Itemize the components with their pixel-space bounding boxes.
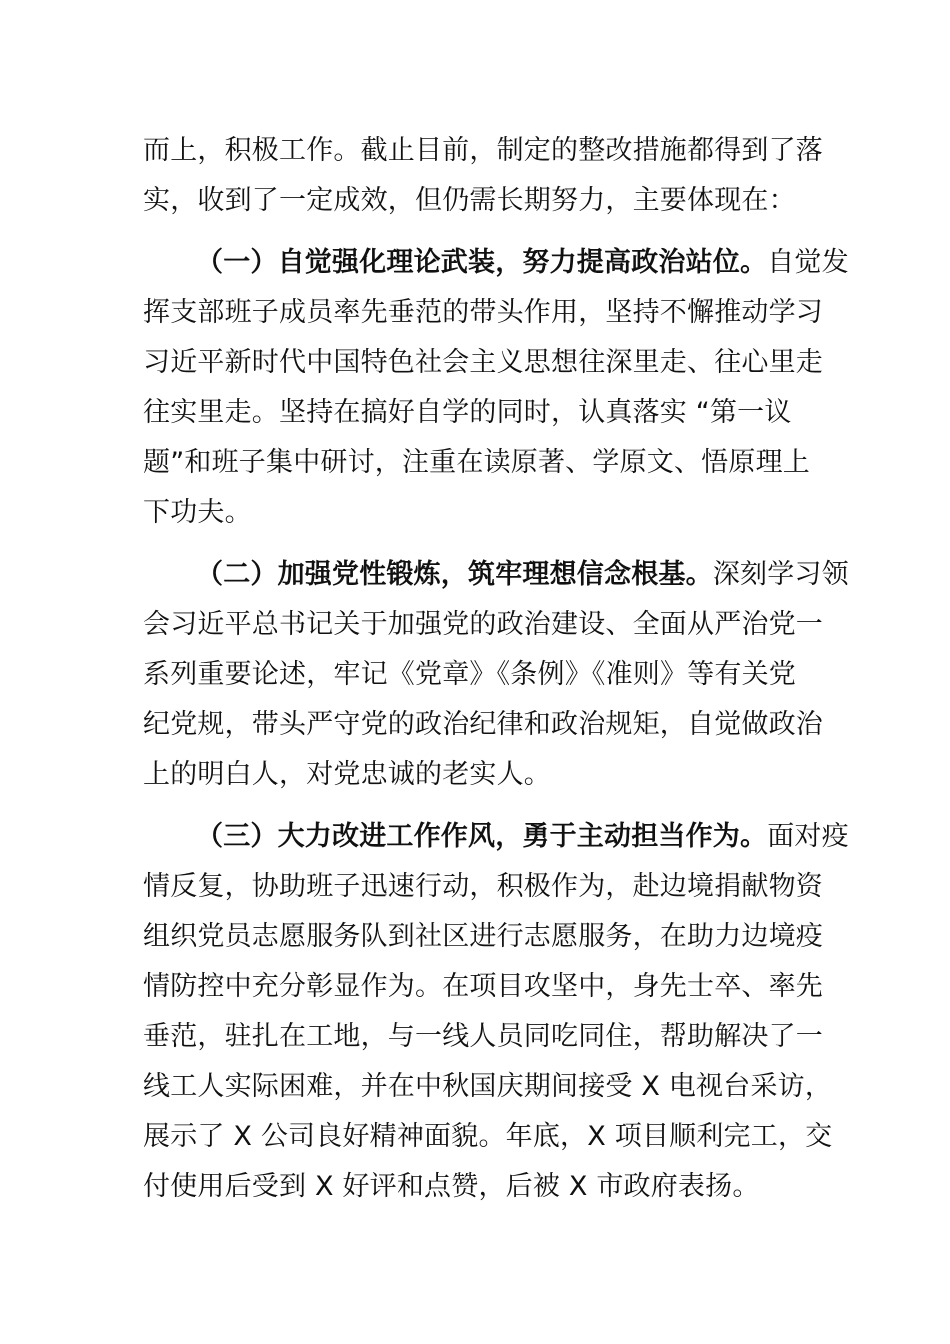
section-1-first-line — [196, 246, 849, 280]
section-3-line-8: 付使用后受到 X 好评和点赞，后被 X 市政府表扬。 — [143, 1171, 760, 1202]
section-1-line-5: 题”和班子集中研讨，注重在读原著、学原文、悟原理上 — [143, 447, 810, 478]
section-3-first-line — [196, 820, 849, 854]
section-1-line-3: 习近平新时代中国特色社会主义思想往深里走、往心里走 — [143, 347, 823, 378]
section-3-line-3: 组织党员志愿服务队到社区进行志愿服务，在助力边境疫 — [143, 921, 823, 952]
intro-line-2: 实，收到了一定成效，但仍需长期努力，主要体现在： — [143, 185, 796, 216]
intro-line-1: 而上，积极工作。截止目前，制定的整改措施都得到了落 — [143, 135, 823, 166]
section-1-heading: （一）自觉强化理论武装，努力提高政治站位。 — [196, 247, 768, 278]
section-1-line-4: 往实里走。坚持在搞好自学的同时，认真落实 “第一议 — [143, 397, 792, 428]
section-2-heading: （二）加强党性锻炼，筑牢理想信念根基。 — [196, 559, 713, 590]
section-3-line-7: 展示了 X 公司良好精神面貌。年底，X 项目顺利完工，交 — [143, 1121, 833, 1152]
section-1-line-2: 挥支部班子成员率先垂范的带头作用，坚持不懈推动学习 — [143, 297, 823, 328]
section-2-line-2: 会习近平总书记关于加强党的政治建设、全面从严治党一 — [143, 609, 823, 640]
section-3-line-4: 情防控中充分彰显作为。在项目攻坚中，身先士卒、率先 — [143, 971, 823, 1002]
section-3-line-2: 情反复，协助班子迅速行动，积极作为，赴边境捐献物资 — [143, 871, 823, 902]
section-2-line-4: 纪党规，带头严守党的政治纪律和政治规矩，自觉做政治 — [143, 709, 823, 740]
section-3-line-6: 线工人实际困难，并在中秋国庆期间接受 X 电视台采访， — [143, 1071, 833, 1102]
section-3-line-1-rest: 面对疫 — [767, 821, 849, 852]
section-3-line-5: 垂范，驻扎在工地，与一线人员同吃同住，帮助解决了一 — [143, 1021, 823, 1052]
section-1-line-6: 下功夫。 — [143, 497, 252, 528]
section-3-heading: （三）大力改进工作作风，勇于主动担当作为。 — [196, 821, 768, 852]
section-1-line-1-rest: 自觉发 — [767, 247, 849, 278]
section-2-line-5: 上的明白人，对党忠诚的老实人。 — [143, 759, 551, 790]
section-2-line-3: 系列重要论述，牢记《党章》《条例》《准则》等有关党 — [143, 659, 796, 690]
section-2-line-1-rest: 深刻学习领 — [712, 559, 849, 590]
section-2-first-line — [196, 558, 849, 592]
